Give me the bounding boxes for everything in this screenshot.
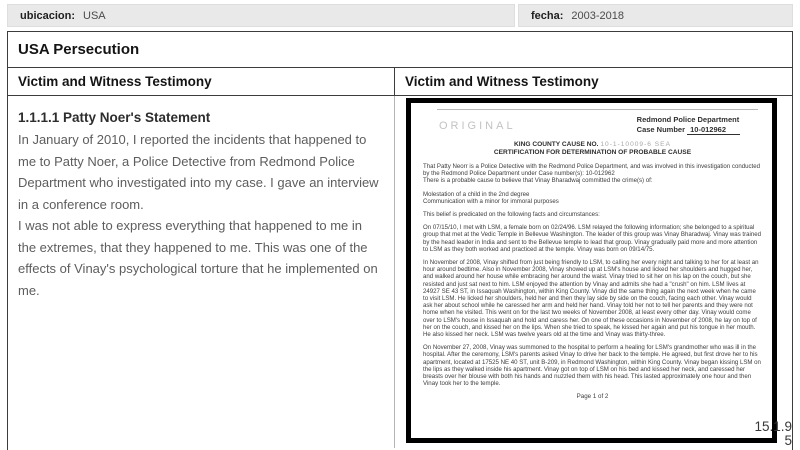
page-number-line1: 15.1.9 — [754, 419, 792, 434]
cause-number-value: 10-1-10009-6 SEA — [600, 141, 671, 148]
fecha-cell — [518, 4, 793, 27]
testimony-paragraph: In January of 2010, I reported the incidents that happened to me to Patty Noer, a Police Detective from Redmond Police Department who investigated into my case. I gave an interview in a conference room. — [18, 132, 379, 212]
fecha-label: fecha: — [531, 9, 564, 22]
column-header-left: Victim and Witness Testimony — [8, 68, 395, 95]
page-number-line2: 5 — [784, 433, 792, 448]
case-number-label: Case Number — [636, 124, 686, 134]
cause-number-line — [423, 141, 762, 149]
case-number-line — [637, 125, 740, 135]
ubicacion-cell — [7, 4, 515, 27]
page-number-overlay — [754, 420, 792, 448]
document-title: CERTIFICATION FOR DETERMINATION OF PROBABLE CAUSE — [493, 149, 692, 156]
intro-line: That Patty Neorr is a Police Detective with the Redmond Police Department, and was involved in this investigation conducted by the Redmond Police Department under Case number(s): 10-012962 — [423, 163, 761, 178]
document-paragraph: On 07/15/10, I met with LSM, a female born on 02/24/96. LSM relayed the following information; she belonged to a spiritual group that met at the Vedic Temple in Bellevue Washington. The leader of this group was Vinay Bharadwaj. Vinay was trained by the head leader in India and sent to the Bellevue temple to lead that group. Vinay gradually paid more and more attention to LSM as they both worked and practiced at the temple. Vinay was born on 09/14/75. — [423, 224, 762, 253]
section-title-row — [8, 32, 792, 68]
section-title: USA Persecution — [18, 41, 140, 58]
testimony-heading: 1.1.1.1 Patty Noer's Statement — [18, 110, 211, 125]
belief-line: This belief is predicated on the following facts and circumstances: — [423, 211, 600, 219]
crime-item: Communication with a minor for immoral purposes — [423, 197, 559, 205]
column-header-row — [8, 68, 792, 96]
testimony-cell — [8, 96, 395, 448]
case-number-value: 10-012962 — [687, 125, 740, 135]
document-paragraph: In November of 2008, Vinay shifted from just being friendly to LSM, to calling her every night and talking to her for at least an hour around bedtime. Also in November 2008, Vinay showed up at LSM's house and licked her shoulders and hugged her, and walked around her house while embracing her around the waist. Vinay tried to sit her on his lap on the couch, but she resisted and just sat next to him. LSM enjoyed the attention by Vinay and admits she had a "crush" on him. LSM lives at 24927 SE 43 ST, in Issaquah Washington, within King County. Vinay did the same thing again the next week when he came to visit LSM. He licked her shoulders, held her and then they lay side by side on the couch, facing each other. Vinay would ask her about school while he caressed her arm and held her hand. Vinay told her not to tell her parents and they were not home when he visited. This went on for the last two weeks of November 2008, at least every other day. Vinay would come over to LSM's house in Issaquah and hold and caress her. On one of these occasions in November of 2008, he lay on top of her on the couch, and kissed her on the lips. When she tried to speak, he kissed her again and put his tongue in her mouth. He also kissed her neck. LSM was twelve years old at the time and Vinay was thirty-three. — [423, 259, 759, 339]
column-header-right: Victim and Witness Testimony — [405, 74, 599, 89]
document-intro — [423, 163, 762, 185]
testimony-paragraph: I was not able to express everything that happened to me in the extremes, that they happened to me. This was one of the effects of Vinay's psychological torture that he implemented on me. — [18, 218, 378, 298]
department-block — [637, 115, 740, 134]
original-stamp: ORIGINAL — [439, 120, 516, 132]
scanned-police-document — [406, 98, 777, 443]
department-name: Redmond Police Department — [636, 115, 740, 124]
document-header — [423, 112, 762, 138]
meta-bar — [7, 4, 793, 27]
ubicacion-label: ubicacion: — [20, 9, 76, 22]
document-paragraph: On November 27, 2008, Vinay was summoned to the hospital to perform a healing for LSM's grandmother who was ill in the hospital. After the ceremony, LSM's parents asked Vinay to drive her back to the temple. He agreed, but first drove her to his apartment, located at 17525 NE 40 ST, unit B-209, in Redmond Washington, within King County. Vinay began kissing LSM on the lips as they walked inside his apartment. Vinay got on top of LSM on his bed and kissed her neck, and caressed her breasts over her blouse with both his hands and nuzzled them with his head. This lasted approximately one hour and then Vinay took her to the temple. — [423, 344, 761, 388]
crimes-list — [423, 191, 762, 205]
fecha-value: 2003-2018 — [571, 9, 625, 22]
document-page-footer: Page 1 of 2 — [576, 393, 609, 401]
scan-artifact-line — [437, 109, 758, 110]
cause-number-label: KING COUNTY CAUSE NO. — [514, 141, 599, 148]
intro-line: There is a probable cause to believe that Vinay Bharadwaj committed the crime(s) of: — [423, 177, 653, 185]
crime-item: Molestation of a child in the 2nd degree — [423, 190, 530, 198]
ubicacion-value: USA — [83, 9, 106, 22]
